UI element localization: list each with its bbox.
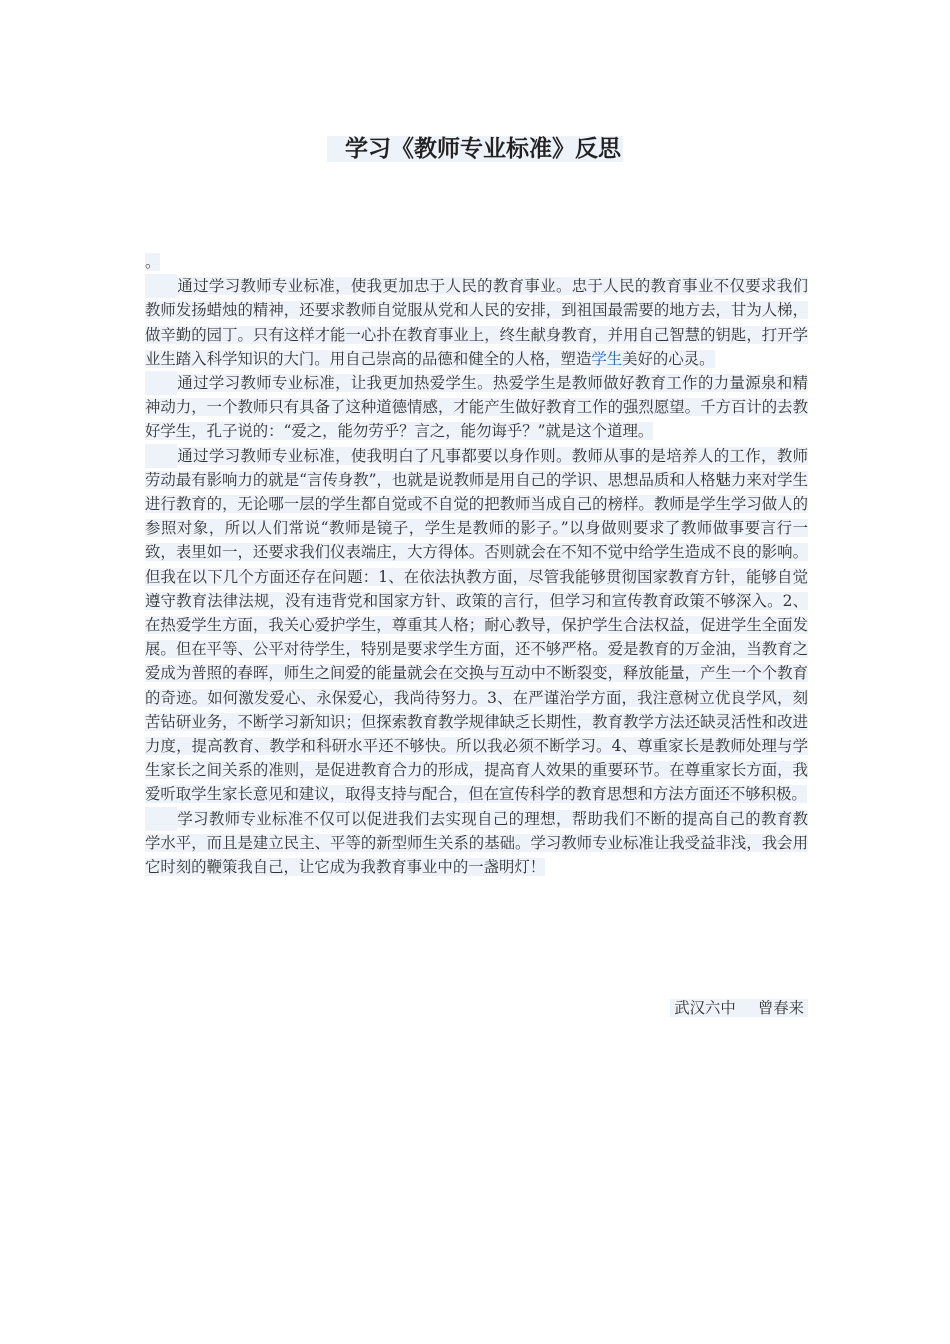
paragraph (145, 274, 808, 371)
paragraph-indent (145, 807, 177, 831)
signature-author: 曾春来 (757, 999, 804, 1017)
inline-link[interactable]: 学生 (591, 349, 623, 368)
signature-school: 武汉六中 (674, 999, 736, 1017)
document-body (145, 250, 808, 879)
paragraph (145, 371, 808, 444)
preface-mark: 。 (145, 253, 161, 271)
signature (670, 996, 808, 1020)
preface-mark-line (145, 250, 808, 274)
paragraph-indent (145, 274, 177, 298)
paragraph-indent (145, 444, 177, 468)
paragraph-indent (145, 371, 177, 395)
paragraph (145, 444, 808, 807)
paragraph-text: 通过学习教师专业标准，使我明白了凡事都要以身作则。教师从事的是培养人的工作，教师劳动最有影响力的就是“言传身教”，也就是说教师是用自己的学识、思想品质和人格魅力来对学生进行教育的，无论哪一层的学生都自觉或不自觉的把教师当成自己的榜样。教师是学生学习做人的参照对象，所以人们常说“教师是镜子，学生是教师的影子。”以身做则要求了教师做事要言行一致，表里如一，还要求我们仪表端庄，大方得体。否则就会在不知不觉中给学生造成不良的影响。但我在以下几个方面还存在问题：1、在依法执教方面，尽管我能够贯彻国家教育方针，能够自觉遵守教育法律法规，没有违背党和国家方针、政策的言行，但学习和宣传教育政策不够深入。2、在热爱学生方面，我关心爱护学生，尊重其人格；耐心教导，保护学生合法权益，促进学生全面发展。但在平等、公平对待学生，特别是要求学生方面，还不够严格。爱是教育的万金油，当教育之爱成为普照的春晖，师生之间爱的能量就会在交换与互动中不断裂变，释放能量，产生一个个教育的奇迹。如何激发爱心、永保爱心，我尚待努力。3、在严谨治学方面，我注意树立优良学风，刻苦钻研业务，不断学习新知识；但探索教育教学规律缺乏长期性，教育教学方法还缺灵活性和改进力度，提高教育、教学和科研水平还不够快。所以我必须不断学习。4、尊重家长是教师处理与学生家长之间关系的准则，是促进教育合力的形成，提高育人效果的重要环节。在尊重家长方面，我爱听取学生家长意见和建议，取得支持与配合，但在宣传科学的教育思想和方法方面还不够积极。 (145, 446, 808, 804)
paragraph-text: 学习教师专业标准不仅可以促进我们去实现自己的理想，帮助我们不断的提高自己的教育教学水平，而且是建立民主、平等的新型师生关系的基础。学习教师专业标准让我受益非浅，我会用它时刻的鞭策我自己，让它成为我教育事业中的一盏明灯！ (145, 809, 808, 877)
title-text: 学习《教师专业标准》反思 (327, 136, 623, 162)
document-title (0, 132, 950, 166)
paragraph (145, 807, 808, 880)
paragraph-text: 通过学习教师专业标准，让我更加热爱学生。热爱学生是教师做好教育工作的力量源泉和精神动力，一个教师只有具备了这种道德情感，才能产生做好教育工作的强烈愿望。千方百计的去教好学生，孔子说的：“爱之，能勿劳乎？言之，能勿诲乎？”就是这个道理。 (145, 374, 808, 441)
paragraph-text: 美好的心灵。 (622, 349, 715, 368)
paragraph-text: 通过学习教师专业标准，使我更加忠于人民的教育事业。忠于人民的教育事业不仅要求我们教师发扬蜡烛的精神，还要求教师自觉服从党和人民的安排，到祖国最需要的地方去，甘为人梯，做辛勤的园丁。只有这样才能一心扑在教育事业上，终生献身教育，并用自己智慧的钥匙，打开学业生踏入科学知识的大门。用自己崇高的品德和健全的人格，塑造 (145, 277, 808, 368)
